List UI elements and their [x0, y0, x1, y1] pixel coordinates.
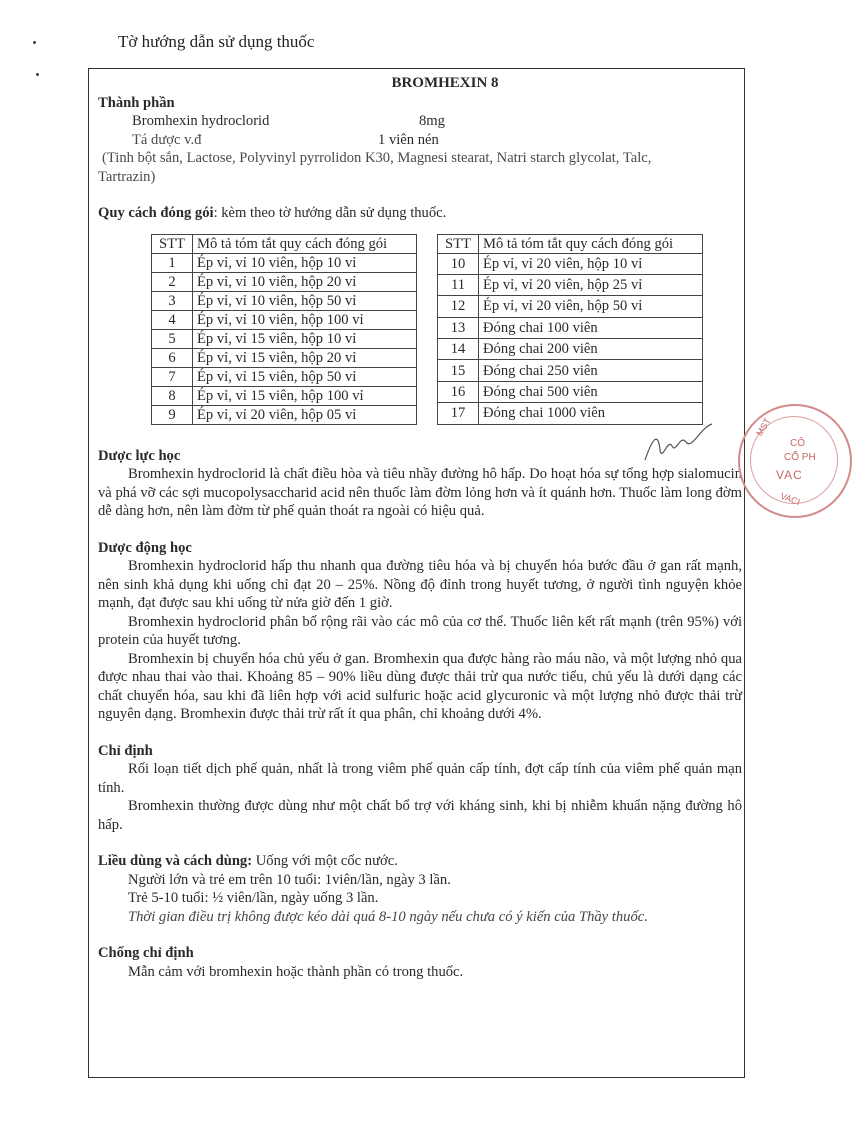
row-desc: Ép vỉ, vỉ 20 viên, hộp 25 vỉ — [479, 274, 703, 295]
excipient-amount: 1 viên nén — [378, 131, 439, 148]
active-ingredient-name: Bromhexin hydroclorid — [132, 113, 270, 129]
table-header-row — [152, 234, 417, 253]
excipient-name: Tá dược v.đ — [132, 131, 202, 148]
company-stamp: CÔ CỔ PH VAC MST VACI — [738, 404, 852, 518]
col-desc: Mô tả tóm tắt quy cách đóng gói — [479, 234, 703, 253]
excipient-list: (Tinh bột sắn, Lactose, Polyvinyl pyrrolidon K30, Magnesi stearat, Natri starch glycolat, Talc, — [102, 150, 652, 166]
table-row — [438, 317, 703, 338]
pharmacokinetics-p3: Bromhexin bị chuyển hóa chủ yếu ở gan. Bromhexin qua được hàng rào máu não, và một lượng nhỏ qua được nhau thai vào thai. Khoảng 85 – 90% liều dùng được thải trừ qua nước tiểu, chủ yếu là dưới dạng các chất chuyển hóa, sau khi đã liên hợp với acid sulfuric hoặc acid glycuronic và một lượng nhỏ được thải trừ nguyên dạng. Bromhexin được thải trừ rất ít qua phân, chỉ khoảng dưới 4%. — [98, 650, 742, 722]
row-desc: Đóng chai 250 viên — [479, 360, 703, 381]
dosage-lead: Uống với một cốc nước. — [252, 853, 398, 869]
row-stt: 14 — [438, 339, 479, 360]
row-desc: Đóng chai 200 viên — [479, 339, 703, 360]
scan-dot — [33, 41, 36, 44]
dosage-adult: Người lớn và trẻ em trên 10 tuổi: 1viên/lần, ngày 3 lần. — [128, 871, 451, 888]
row-desc: Đóng chai 100 viên — [479, 317, 703, 338]
row-stt: 12 — [438, 296, 479, 317]
packaging-table-right — [437, 234, 703, 425]
row-stt: 7 — [152, 367, 193, 386]
packaging-table-left — [151, 234, 417, 425]
composition-active-row — [98, 112, 742, 131]
row-stt: 3 — [152, 291, 193, 310]
indications-p1: Rối loạn tiết dịch phế quản, nhất là trong viêm phế quản cấp tính, đợt cấp tính của viêm phế quản mạn tính. — [98, 761, 742, 796]
table-row — [438, 274, 703, 295]
col-stt: STT — [438, 234, 479, 253]
packaging-heading: Quy cách đóng gói — [98, 205, 214, 221]
row-stt: 5 — [152, 329, 193, 348]
dosage-child: Trẻ 5-10 tuổi: ½ viên/lần, ngày uống 3 lần. — [128, 890, 379, 906]
table-row — [152, 367, 417, 386]
pharmacokinetics-p2: Bromhexin hydroclorid phân bố rộng rãi vào các mô của cơ thể. Thuốc liên kết rất mạnh (trên 95%) với protein của huyết tương. — [98, 613, 742, 648]
table-row — [438, 339, 703, 360]
row-stt: 8 — [152, 386, 193, 405]
dosage-note: Thời gian điều trị không được kéo dài quá 8-10 ngày nếu chưa có ý kiến của Thầy thuốc. — [128, 908, 648, 925]
row-desc: Ép vỉ, vỉ 15 viên, hộp 10 vỉ — [193, 329, 417, 348]
row-stt: 6 — [152, 348, 193, 367]
excipient-list-cont: Tartrazin) — [98, 168, 156, 185]
row-stt: 10 — [438, 253, 479, 274]
table-row — [152, 253, 417, 272]
table-row — [152, 348, 417, 367]
drug-name: BROMHEXIN 8 — [391, 75, 499, 91]
row-stt: 15 — [438, 360, 479, 381]
page-title: Tờ hướng dẫn sử dụng thuốc — [118, 32, 315, 51]
row-desc: Đóng chai 1000 viên — [479, 403, 703, 424]
col-desc: Mô tả tóm tắt quy cách đóng gói — [193, 234, 417, 253]
row-desc: Ép vỉ, vỉ 20 viên, hộp 10 vỉ — [479, 253, 703, 274]
table-row — [438, 253, 703, 274]
row-desc: Ép vỉ, vỉ 20 viên, hộp 50 vỉ — [479, 296, 703, 317]
packaging-tables — [151, 234, 742, 425]
row-stt: 17 — [438, 403, 479, 424]
table-row — [152, 386, 417, 405]
row-desc: Ép vỉ, vỉ 15 viên, hộp 20 vỉ — [193, 348, 417, 367]
table-header-row — [438, 234, 703, 253]
packaging-line — [98, 204, 742, 223]
leaflet-content — [98, 74, 742, 981]
signature-mark — [640, 420, 720, 470]
row-desc: Ép vỉ, vỉ 10 viên, hộp 10 vỉ — [193, 253, 417, 272]
table-row — [152, 329, 417, 348]
row-stt: 16 — [438, 381, 479, 402]
row-stt: 1 — [152, 253, 193, 272]
table-row — [438, 360, 703, 381]
row-stt: 9 — [152, 405, 193, 424]
col-stt: STT — [152, 234, 193, 253]
table-row — [152, 310, 417, 329]
row-desc: Ép vỉ, vỉ 10 viên, hộp 100 vỉ — [193, 310, 417, 329]
table-row — [438, 296, 703, 317]
table-row — [152, 405, 417, 424]
contraindications-text: Mẫn cảm với bromhexin hoặc thành phần có trong thuốc. — [128, 963, 464, 980]
table-row — [438, 381, 703, 402]
indications-p2: Bromhexin thường được dùng như một chất bổ trợ với kháng sinh, khi bị nhiễm khuẩn nặng đường hô hấp. — [98, 798, 742, 833]
pharmacodynamics-heading: Dược lực học — [98, 447, 181, 464]
pharmacodynamics-text: Bromhexin hydroclorid là chất điều hòa và tiêu nhầy đường hô hấp. Do hoạt hóa sự tổng hợp sialomucin và phá vỡ các sợi mucopolysaccharid acid nên thuốc làm đờm lỏng hơn và ít quánh hơn. Thuốc làm long đờm dễ dàng hơn, nên làm đờm từ phế quản thoát ra ngoài có hiệu quả. — [98, 466, 742, 519]
row-stt: 13 — [438, 317, 479, 338]
row-desc: Ép vỉ, vỉ 15 viên, hộp 50 vỉ — [193, 367, 417, 386]
composition-heading: Thành phần — [98, 94, 175, 111]
row-desc: Ép vỉ, vỉ 15 viên, hộp 100 vỉ — [193, 386, 417, 405]
contraindications-heading: Chống chỉ định — [98, 945, 194, 961]
dosage-heading: Liều dùng và cách dùng: — [98, 853, 253, 869]
active-ingredient-amount: 8mg — [419, 113, 445, 129]
row-stt: 2 — [152, 272, 193, 291]
row-stt: 4 — [152, 310, 193, 329]
packaging-text: : kèm theo tờ hướng dẫn sử dụng thuốc. — [213, 205, 447, 221]
scan-dot — [36, 73, 39, 76]
dosage-line — [98, 852, 742, 871]
row-desc: Đóng chai 500 viên — [479, 381, 703, 402]
row-desc: Ép vỉ, vỉ 10 viên, hộp 20 vỉ — [193, 272, 417, 291]
pharmacokinetics-p1: Bromhexin hydroclorid hấp thu nhanh qua đường tiêu hóa và bị chuyển hóa bước đầu ở gan rất mạnh, nên sinh khả dụng khi uống chỉ đạt 20 – 25%. Nồng độ đỉnh trong huyết tương, ở người tình nguyện khỏe mạnh, đạt được sau khi uống từ nửa giờ đến 1 giờ. — [98, 558, 742, 611]
composition-excipient-row — [98, 131, 742, 150]
pharmacokinetics-heading: Dược động học — [98, 539, 192, 556]
row-stt: 11 — [438, 274, 479, 295]
table-row — [152, 291, 417, 310]
row-desc: Ép vỉ, vỉ 10 viên, hộp 50 vỉ — [193, 291, 417, 310]
table-row — [152, 272, 417, 291]
indications-heading: Chỉ định — [98, 742, 153, 759]
row-desc: Ép vỉ, vỉ 20 viên, hộp 05 vỉ — [193, 405, 417, 424]
